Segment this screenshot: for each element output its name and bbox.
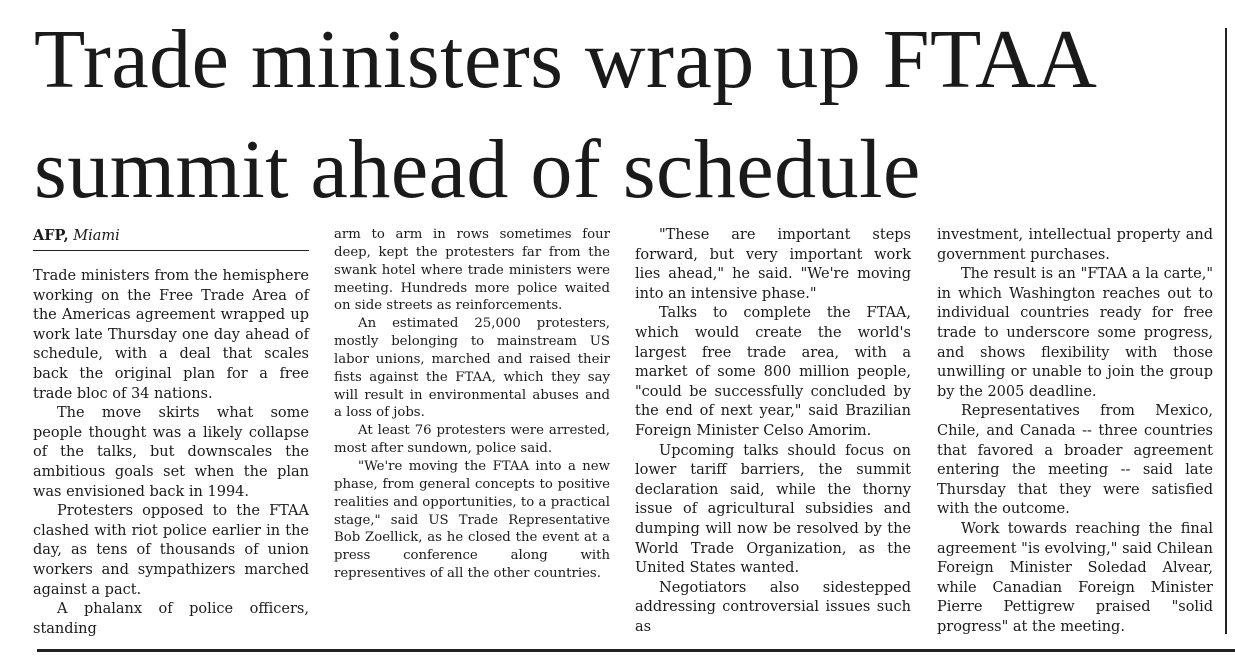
paragraph: arm to arm in rows sometimes four deep, kept the protesters far from the swank hotel where trade ministers were meeting. Hundreds more police waited on side streets as reinforcements. — [334, 227, 610, 314]
article-column-3 — [635, 226, 911, 637]
byline-location: Miami — [73, 228, 120, 244]
paragraph: Representatives from Mexico, Chile, and Canada -- three countries that favored a broader agreement entering the meeting -- said late Thursday that they were satisfied with the outcome. — [937, 403, 1213, 518]
paragraph: Talks to complete the FTAA, which would create the world's largest free trade area, with a market of some 800 million people, "could be successfully concluded by the end of next year," said Brazilian Foreign Minister Celso Amorim. — [635, 305, 911, 439]
byline — [33, 226, 309, 251]
paragraph: Trade ministers from the hemisphere working on the Free Trade Area of the Americas agreement wrapped up work late Thursday one day ahead of schedule, with a deal that scales back the original plan for a free trade bloc of 34 nations. — [33, 268, 309, 402]
paragraph: Negotiators also sidestepped addressing controversial issues such as — [635, 579, 911, 635]
paragraph: An estimated 25,000 protesters, mostly belonging to mainstream US labor unions, marched and raised their fists against the FTAA, which they say will result in environmental abuses and a loss of jobs. — [334, 316, 610, 421]
bottom-rule — [37, 649, 1235, 652]
paragraph: The result is an "FTAA a la carte," in which Washington reaches out to individual countries ready for free trade to underscore some progress, and shows flexibility with those unwilling or unable to join the group by the 2005 deadline. — [937, 266, 1213, 400]
paragraph: "We're moving the FTAA into a new phase, from general concepts to positive realities and opportunities, to a practical stage," said US Trade Representative Bob Zoellick, as he closed the event at a press conference along with representives of all the other countries. — [334, 458, 610, 582]
paragraph: investment, intellectual property and government purchases. — [937, 227, 1213, 263]
paragraph: Protesters opposed to the FTAA clashed with riot police earlier in the day, as tens of thousands of union workers and sympathizers marched against a pact. — [33, 503, 309, 598]
paragraph: A phalanx of police officers, standing — [33, 601, 309, 637]
headline-line-1: Trade ministers wrap up FTAA — [34, 13, 1098, 106]
article-column-4 — [937, 226, 1213, 637]
paragraph: "These are important steps forward, but very important work lies ahead," he said. "We're moving into an intensive phase." — [635, 227, 911, 302]
article-column-2 — [334, 226, 610, 583]
article-column-1 — [33, 226, 309, 639]
paragraph: Upcoming talks should focus on lower tariff barriers, the summit declaration said, while the thorny issue of agricultural subsidies and dumping will now be resolved by the World Trade Organization, as the United States wanted. — [635, 442, 911, 577]
paragraph: Work towards reaching the final agreement "is evolving," said Chilean Foreign Minister Soledad Alvear, while Canadian Foreign Minister Pierre Pettigrew praised "solid progress" at the meeting. — [937, 520, 1213, 635]
byline-agency: AFP, — [33, 227, 69, 244]
column-rule-vertical — [1225, 28, 1227, 634]
paragraph: The move skirts what some people thought was a likely collapse of the talks, but downscales the ambitious goals set when the plan was envisioned back in 1994. — [33, 405, 309, 500]
paragraph: At least 76 protesters were arrested, most after sundown, police said. — [334, 423, 610, 457]
headline-line-2: summit ahead of schedule — [34, 123, 921, 216]
